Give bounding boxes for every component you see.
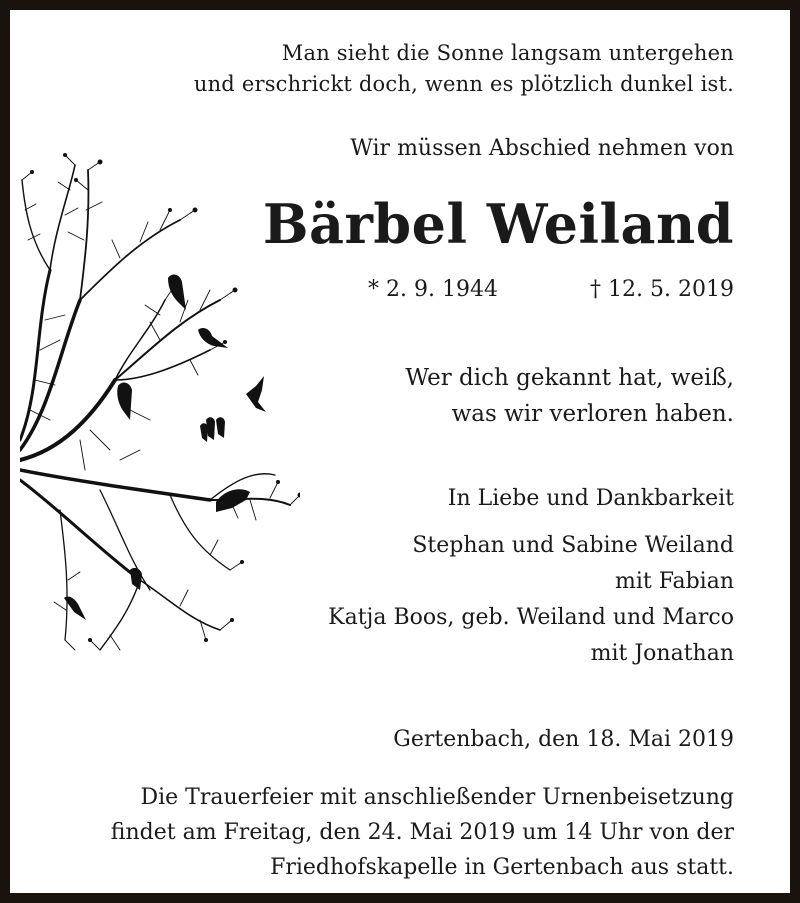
place-and-date: Gertenbach, den 18. Mai 2019	[393, 727, 734, 752]
gratitude-line: In Liebe und Dankbarkeit	[447, 486, 734, 511]
tree-with-birds-illustration	[20, 150, 300, 660]
verse-line: Man sieht die Sonne langsam untergehen	[281, 41, 734, 65]
mourner-line: Katja Boos, geb. Weiland und Marco	[328, 605, 734, 630]
mourner-line: Stephan und Sabine Weiland	[412, 533, 734, 558]
mourner-line: mit Jonathan	[590, 641, 734, 666]
service-line: Die Trauerfeier mit anschließender Urnenbeisetzung	[140, 785, 734, 810]
quote-line: was wir verloren haben.	[451, 401, 734, 427]
mourner-line: mit Fabian	[614, 569, 734, 594]
mourners-list	[328, 528, 734, 672]
quote-line: Wer dich gekannt hat, weiß,	[405, 365, 734, 391]
deceased-name: Bärbel Weiland	[262, 192, 734, 256]
funeral-service-info	[111, 780, 734, 885]
verse	[194, 38, 734, 100]
farewell-intro: Wir müssen Abschied nehmen von	[350, 136, 734, 161]
death-date: † 12. 5. 2019	[590, 277, 734, 302]
verse-line: und erschrickt doch, wenn es plötzlich dunkel ist.	[193, 72, 734, 96]
service-line: Friedhofskapelle in Gertenbach aus statt.	[270, 855, 734, 880]
birth-date: * 2. 9. 1944	[368, 277, 498, 302]
memorial-quote	[405, 360, 734, 432]
service-line: findet am Freitag, den 24. Mai 2019 um 14 Uhr von der	[110, 820, 734, 845]
